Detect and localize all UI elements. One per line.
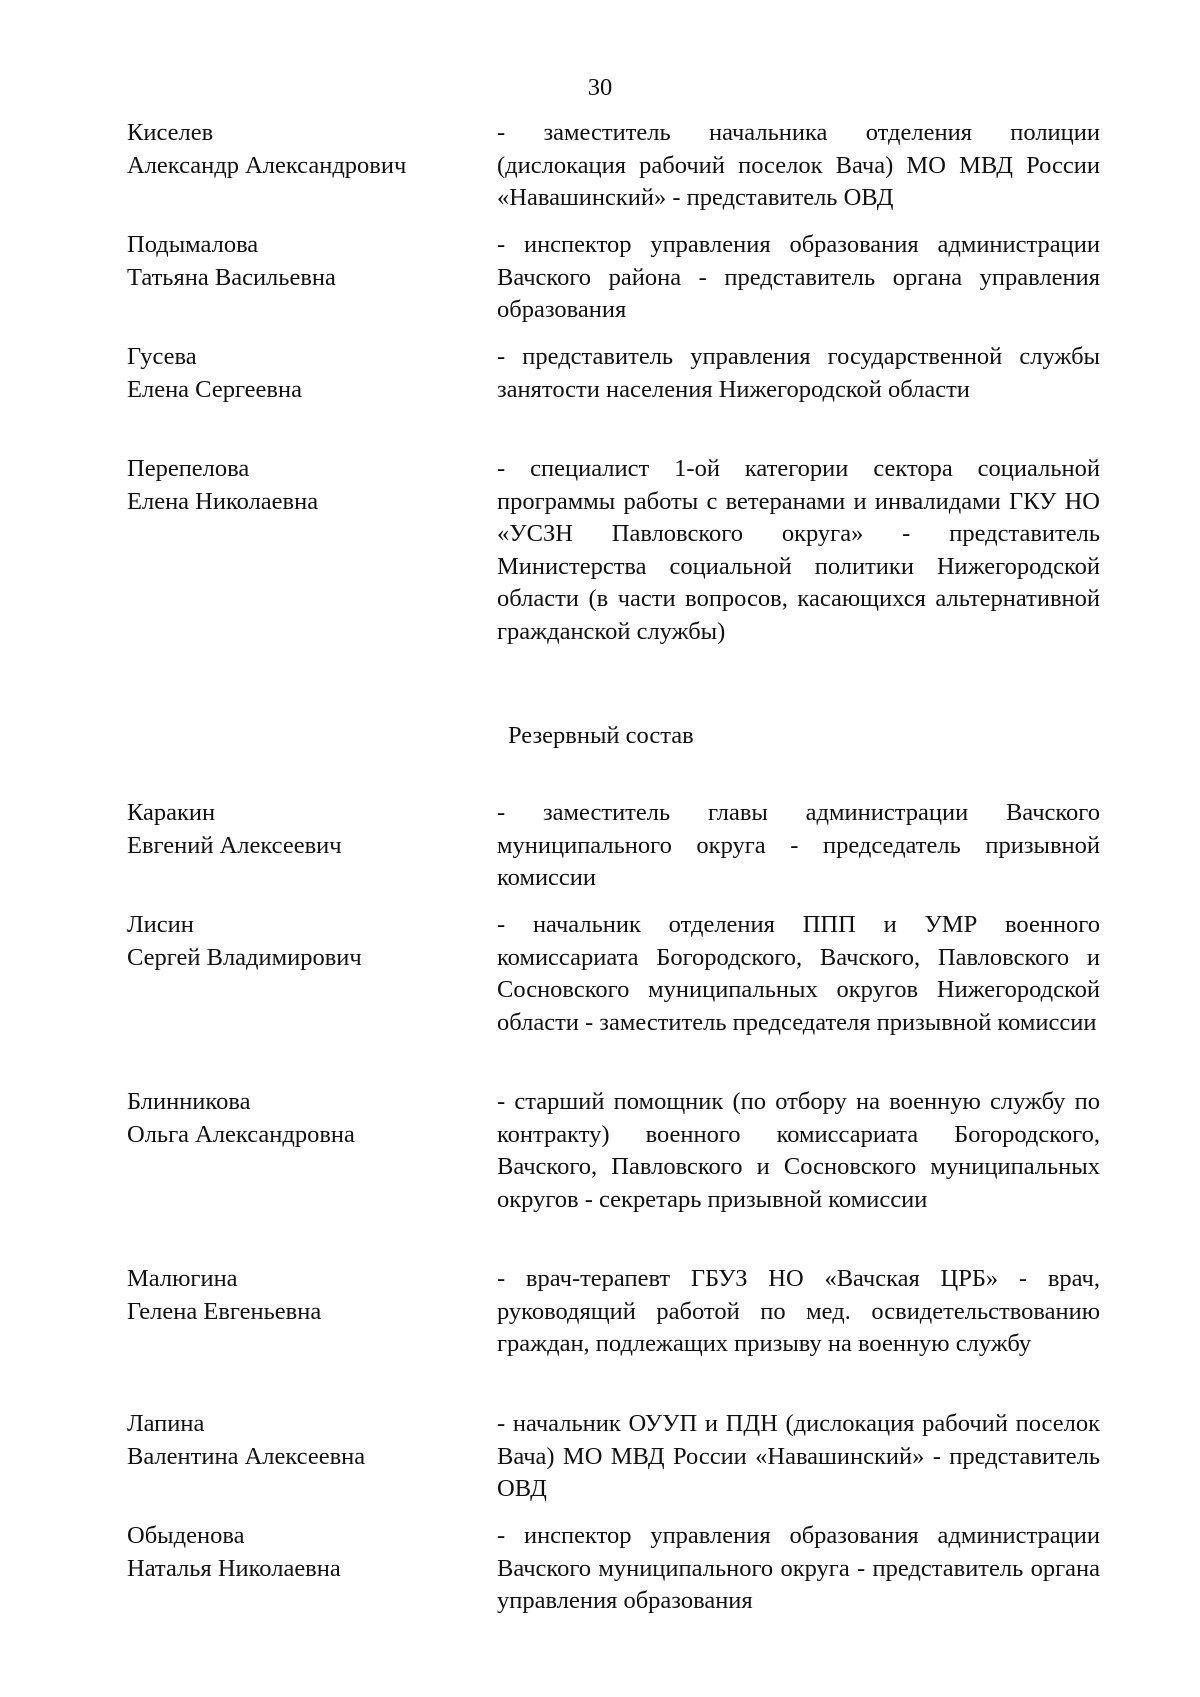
member-surname: Блинникова	[127, 1088, 251, 1115]
member-surname: Лапина	[127, 1410, 205, 1437]
member-name	[127, 341, 467, 406]
member-surname: Перепелова	[127, 455, 250, 482]
member-surname: Каракин	[127, 799, 216, 826]
member-surname: Подымалова	[127, 231, 259, 258]
member-surname: Лисин	[127, 911, 194, 938]
member-description: - инспектор управления образования администрации Вачского муниципального округа - представитель органа управления образования	[497, 1522, 1100, 1614]
member-description: - старший помощник (по отбору на военную службу по контракту) военного комиссариата Богородского, Вачского, Павловского и Сосновского муниципальных округов - секретарь призывной комиссии	[497, 1088, 1100, 1213]
member-description: - начальник отделения ППП и УМР военного комиссариата Богородского, Вачского, Павловского и Сосновского муниципальных округов Нижегородской области - заместитель председателя призывной комиссии	[497, 911, 1100, 1036]
member-given-names: Елена Сергеевна	[127, 375, 302, 403]
member-name	[127, 117, 467, 182]
member-description: - инспектор управления образования администрации Вачского района - представитель органа управления образования	[497, 231, 1100, 323]
member-given-names: Александр Александрович	[127, 151, 407, 179]
member-surname: Киселев	[127, 119, 214, 146]
member-surname: Малюгина	[127, 1265, 238, 1292]
member-surname: Гусева	[127, 343, 197, 370]
member-given-names: Елена Николаевна	[127, 487, 319, 515]
member-given-names: Ольга Александровна	[127, 1120, 355, 1148]
member-name	[127, 1263, 467, 1328]
member-description: - заместитель главы администрации Вачского муниципального округа - председатель призывной комиссии	[497, 799, 1100, 891]
member-name	[127, 1086, 467, 1151]
member-description: - представитель управления государственной службы занятости населения Нижегородской области	[497, 343, 1100, 403]
member-given-names: Наталья Николаевна	[127, 1554, 341, 1582]
member-name	[127, 797, 467, 862]
member-name	[127, 1520, 467, 1585]
member-name	[127, 909, 467, 974]
reserve-section-title: Резервный состав	[508, 722, 694, 749]
member-name	[127, 229, 467, 294]
member-given-names: Гелена Евгеньевна	[127, 1297, 322, 1325]
page-number: 30	[587, 74, 613, 101]
member-given-names: Евгений Алексеевич	[127, 831, 342, 859]
member-name	[127, 453, 467, 518]
member-given-names: Валентина Алексеевна	[127, 1442, 366, 1470]
member-surname: Обыденова	[127, 1522, 245, 1549]
member-given-names: Сергей Владимирович	[127, 943, 362, 971]
member-description: - специалист 1-ой категории сектора социальной программы работы с ветеранами и инвалидами ГКУ НО «УСЗН Павловского округа» - представитель Министерства социальной политики Нижегородской области (в части вопросов, касающихся альтернативной гражданской службы)	[497, 455, 1100, 645]
member-description: - заместитель начальника отделения полиции (дислокация рабочий поселок Вача) МО МВД России «Навашинский» - представитель ОВД	[497, 119, 1100, 211]
member-description: - начальник ОУУП и ПДН (дислокация рабочий поселок Вача) МО МВД России «Навашинский» - представитель ОВД	[497, 1410, 1100, 1502]
member-given-names: Татьяна Васильевна	[127, 263, 336, 291]
member-description: - врач-терапевт ГБУЗ НО «Вачская ЦРБ» - врач, руководящий работой по мед. освидетельствованию граждан, подлежащих призыву на военную службу	[497, 1265, 1100, 1357]
member-name	[127, 1408, 467, 1473]
